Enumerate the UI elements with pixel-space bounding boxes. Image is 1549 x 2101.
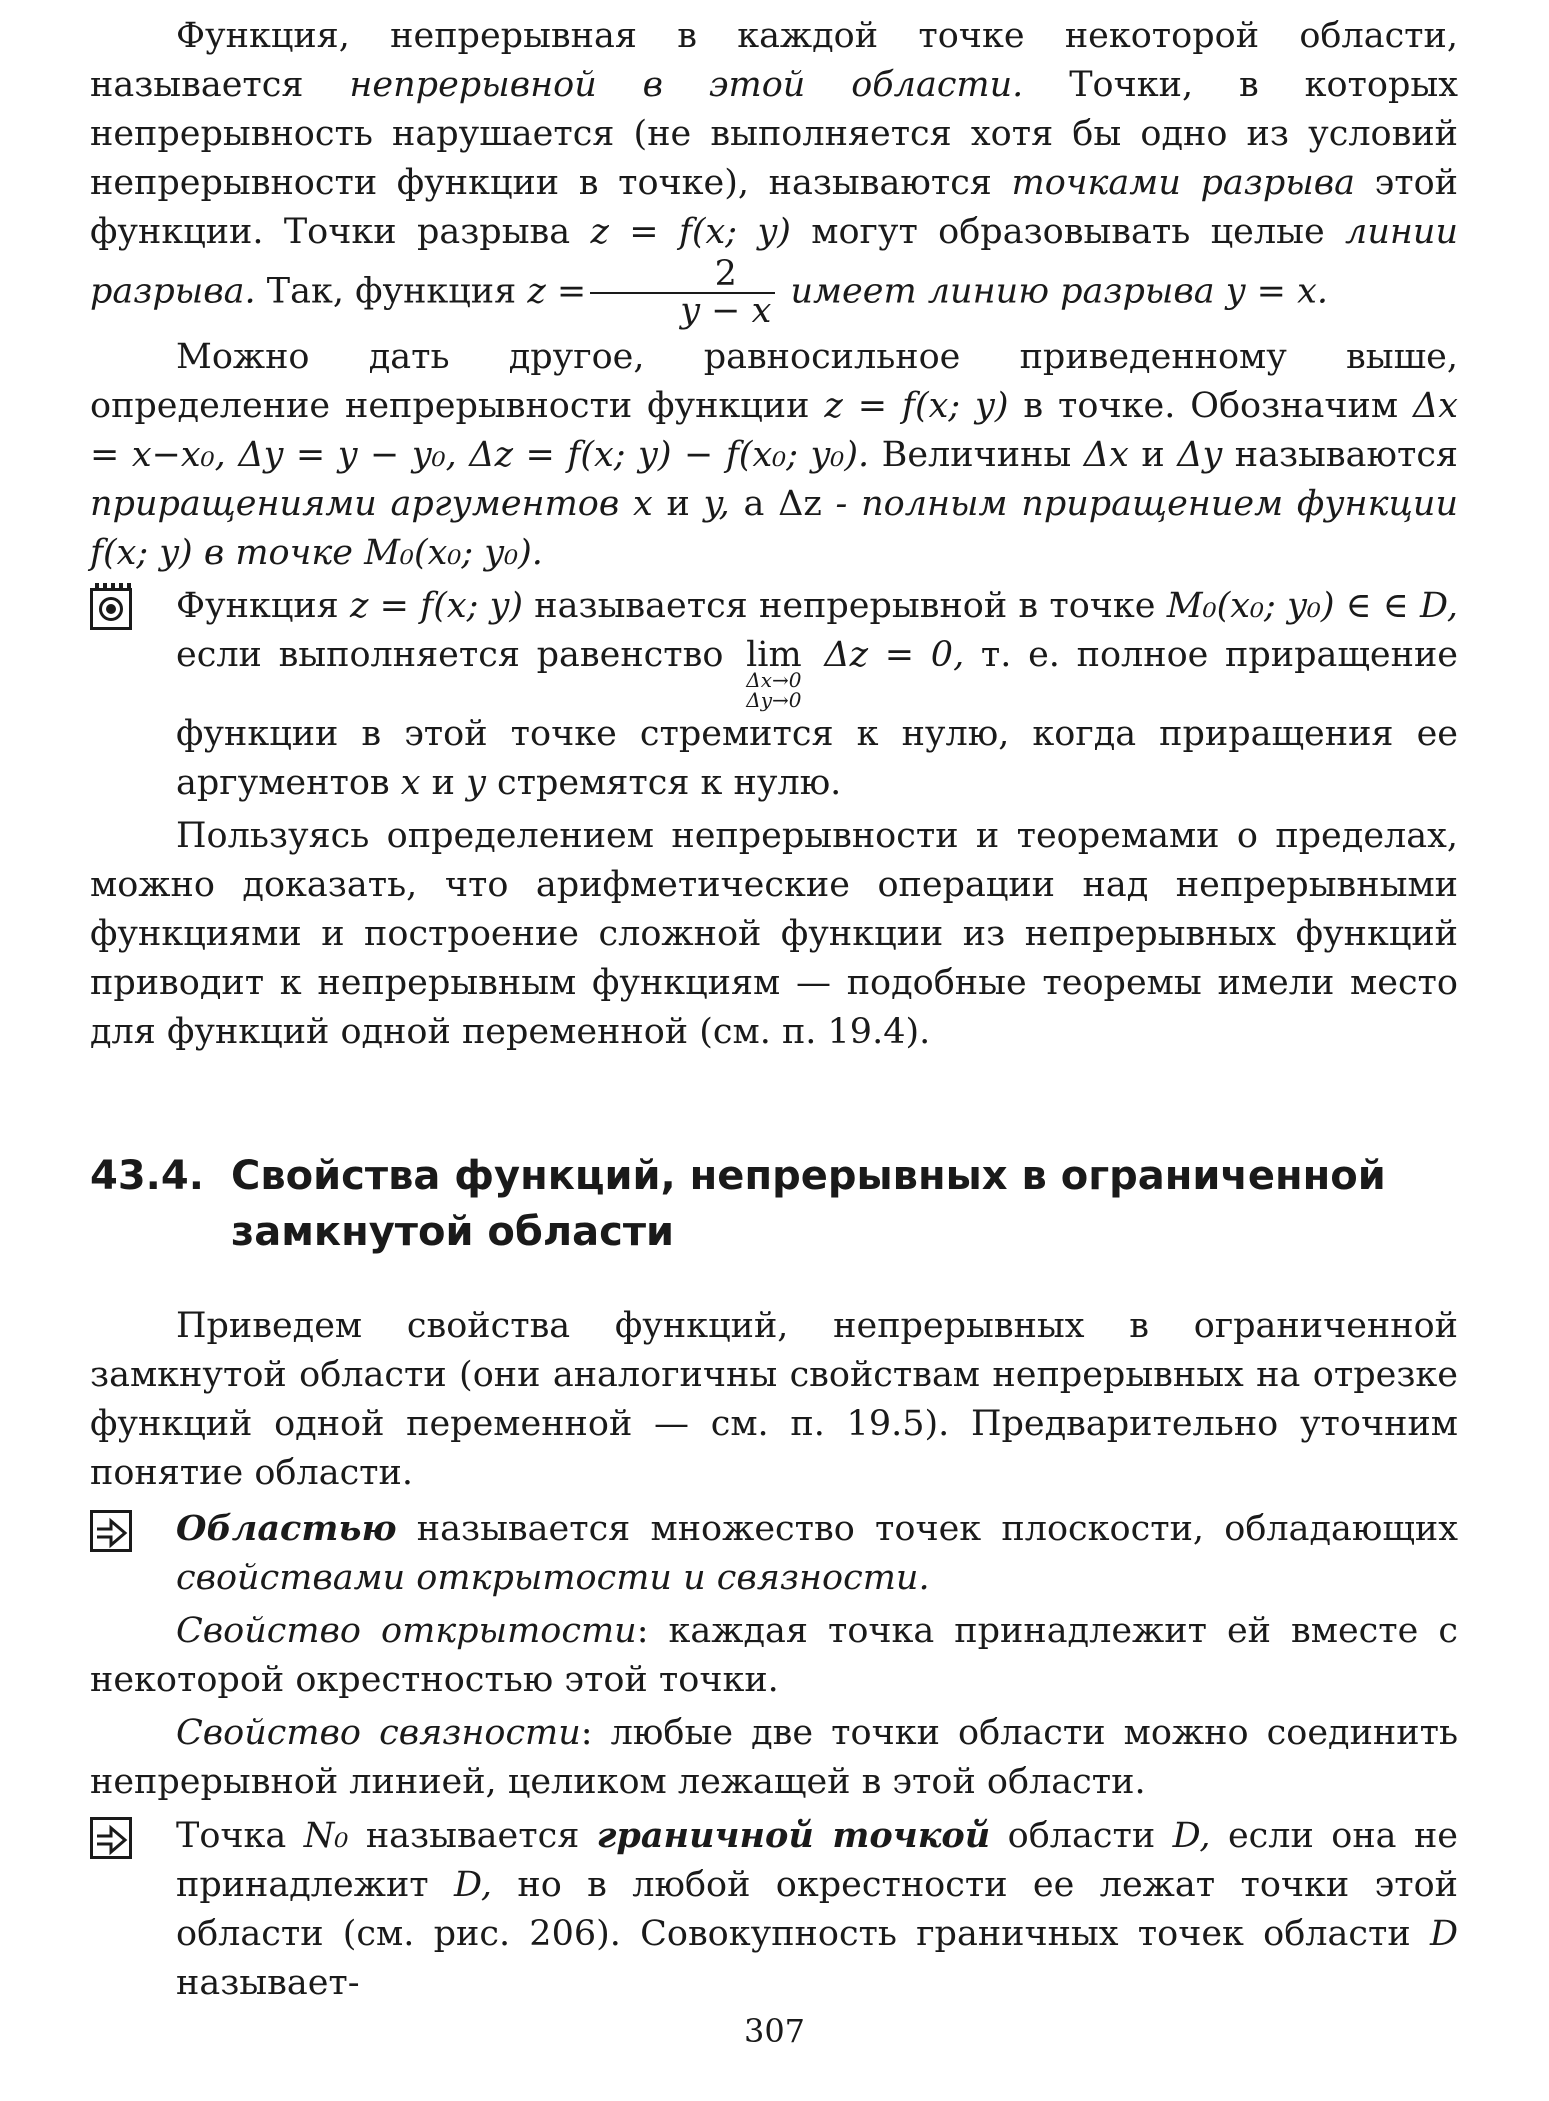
paragraph-increment-definition: Можно дать другое, равносильное приведенному выше, определение непрерывности функции z = f(x; y) в точке. Обозначим Δx = x−x₀, Δy = y − y₀, Δz = f(x; y) − f(x₀; y₀). Величины Δx и Δy называются приращениями аргументов x и y, а Δz - полным приращением функции f(x; y) в точке M₀(x₀; y₀).: [90, 337, 1459, 573]
fraction: $\frac{2}{y - x}$: [590, 257, 775, 329]
paragraph-connectedness: Свойство связности: любые две точки области можно соединить непрерывной линией, целиком лежащей в этой области.: [90, 1713, 1458, 1802]
paragraph-arithmetic-operations: Пользуясь определением непрерывности и теоремами о пределах, можно доказать, что арифметические операции над непрерывными функциями и построение сложной функции из непрерывных функций приводит к непрерывным функциям — подобные теоремы имели место для функций одной переменной (см. п. 19.4).: [90, 816, 1458, 1052]
section-number: 43.4.: [90, 1153, 204, 1199]
text-block-bottom: [90, 1302, 1458, 2008]
definition-region: Областью называется множество точек плоскости, обладающих свойствами открытости и связности.: [90, 1504, 1458, 1603]
arrow-icon: [90, 1510, 132, 1552]
target-icon: [90, 588, 132, 630]
section-title: Свойства функций, непрерывных в ограниченной замкнутой области: [231, 1153, 1386, 1255]
paragraph-continuity-region: Функция, непрерывная в каждой точке некоторой области, называется непрерывной в этой области. Точки, в которых непрерывность нарушается (не выполняется хотя бы одно из условий непрерывности функции в точке), называются точками разрыва этой функции. Точки разрыва z = f(x; y) могут образовывать целые линии разрыва. Так, функция z = $\frac{2}{y - x}$ имеет линию разрыва y = x.: [90, 16, 1458, 331]
paragraph-properties-intro: Приведем свойства функций, непрерывных в ограниченной замкнутой области (они аналогичны свойствам непрерывных на отрезке функций одной переменной — см. п. 19.5). Предварительно уточним понятие области.: [90, 1306, 1458, 1493]
definition-continuity-limit: Функция z = f(x; y) называется непрерывной в точке M₀(x₀; y₀) ∈ ∈ D, если выполняется равенство lim Δx→0 Δy→0 Δz = 0, т. е. полное приращение функции в этой точке стремится к нулю, когда приращения ее аргументов x и y стремятся к нулю.: [90, 582, 1458, 808]
arrow-icon: [90, 1817, 132, 1859]
text-block-top: [90, 12, 1458, 1057]
section-heading: [90, 1148, 1458, 1260]
page-number: 307: [743, 2012, 806, 2050]
definition-boundary-point: Точка N₀ называется граничной точкой области D, если она не принадлежит D, но в любой окрестности ее лежат точки этой области (см. рис. 206). Совокупность граничных точек области D называет-: [90, 1811, 1458, 2008]
limit-expression: lim Δx→0 Δy→0: [746, 635, 802, 712]
paragraph-openness: Свойство открытости: каждая точка принадлежит ей вместе с некоторой окрестностью этой точки.: [90, 1611, 1458, 1700]
